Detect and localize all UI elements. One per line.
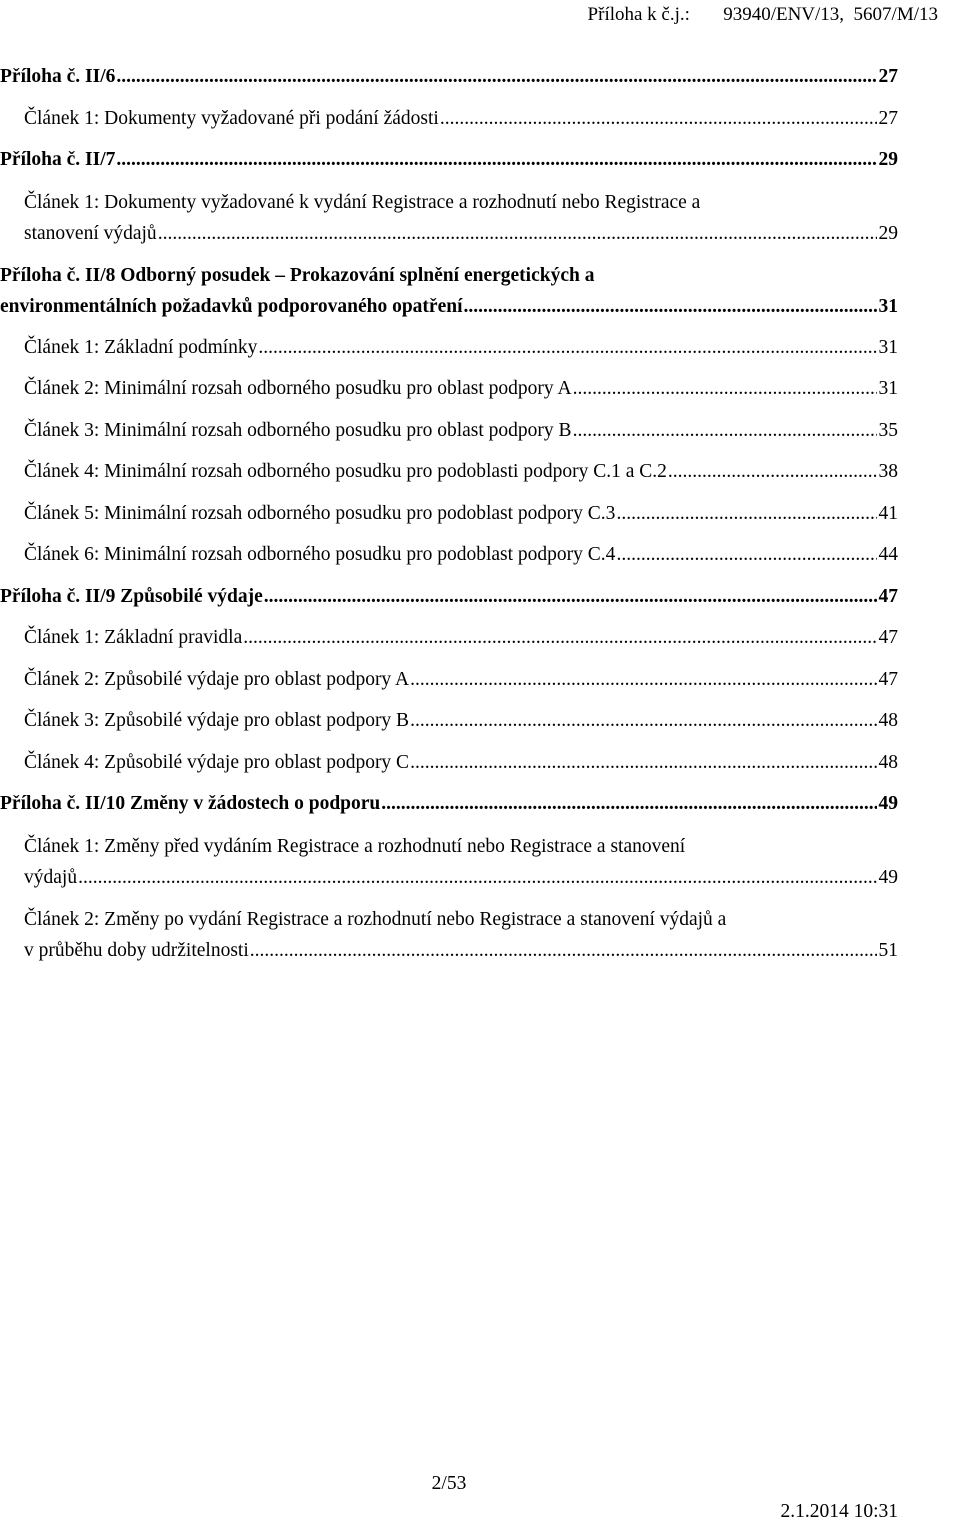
toc-article-entry[interactable] xyxy=(0,457,898,486)
toc-annex-entry[interactable] xyxy=(0,789,898,818)
toc-page-number: 47 xyxy=(878,627,898,648)
header-left: Příloha k č.j.: xyxy=(587,4,690,25)
toc-page-number: 41 xyxy=(878,502,898,524)
toc-page-number: 47 xyxy=(878,585,898,607)
dot-leader xyxy=(440,104,877,133)
dot-leader xyxy=(116,62,876,91)
toc-article-entry[interactable] xyxy=(0,374,898,403)
toc-entry-title: Článek 1: Základní podmínky xyxy=(24,336,258,358)
toc-page-number: 48 xyxy=(878,751,898,773)
toc-entry-title: environmentálních požadavků podporovaného opatření xyxy=(0,296,463,317)
toc-article-entry[interactable] xyxy=(0,904,898,967)
dot-leader xyxy=(616,499,876,528)
toc-article-entry[interactable] xyxy=(0,540,898,569)
toc-entry-title: Článek 4: Způsobilé výdaje pro oblast podpory C xyxy=(24,751,410,773)
toc-page-number: 49 xyxy=(878,867,898,888)
toc-entry-title: Článek 6: Minimální rozsah odborného posudku pro podoblast podpory C.4 xyxy=(24,544,616,565)
toc-page-number: 27 xyxy=(878,66,898,87)
toc-annex-entry[interactable] xyxy=(0,145,898,174)
toc-page-number: 47 xyxy=(878,668,898,690)
toc-page-number: 38 xyxy=(878,461,898,482)
header-right: 93940/ENV/13, 5607/M/13 xyxy=(723,4,938,25)
toc-entry-title: Článek 5: Minimální rozsah odborného posudku pro podoblast podpory C.3 xyxy=(24,502,616,524)
dot-leader xyxy=(258,333,876,362)
dot-leader xyxy=(410,665,876,694)
toc-page-number: 51 xyxy=(878,940,898,961)
toc-page-number: 29 xyxy=(878,149,898,170)
toc-entry-title: Článek 2: Minimální rozsah odborného posudku pro oblast podpory A xyxy=(24,378,572,399)
toc-entry-title: Příloha č. II/7 xyxy=(0,149,116,170)
toc-entry-title: Příloha č. II/10 Změny v žádostech o podporu xyxy=(0,793,381,814)
toc-annex-entry[interactable] xyxy=(0,582,898,611)
toc-entry-title: Článek 2: Způsobilé výdaje pro oblast podpory A xyxy=(24,668,410,690)
toc-page-number: 31 xyxy=(878,336,898,358)
toc-entry-title: Článek 3: Způsobilé výdaje pro oblast podpory B xyxy=(24,710,410,731)
toc-entry-title-line: Článek 1: Změny před vydáním Registrace a rozhodnutí nebo Registrace a stanovení xyxy=(24,835,686,857)
toc-page-number: 44 xyxy=(878,544,898,565)
document-header xyxy=(588,4,938,26)
toc-article-entry[interactable] xyxy=(0,623,898,652)
toc-article-entry[interactable] xyxy=(0,416,898,445)
dot-leader xyxy=(573,416,877,445)
toc-article-entry[interactable] xyxy=(0,831,898,894)
dot-leader xyxy=(381,789,876,818)
page-number: 2/53 xyxy=(431,1473,467,1494)
toc-page-number: 31 xyxy=(878,296,898,317)
dot-leader xyxy=(668,457,877,486)
toc-article-entry[interactable] xyxy=(0,333,898,362)
toc-page-number: 29 xyxy=(878,223,898,244)
dot-leader xyxy=(158,218,877,250)
toc-article-entry[interactable] xyxy=(0,499,898,528)
toc-entry-title-line: Příloha č. II/8 Odborný posudek – Prokazování splnění energetických a xyxy=(0,264,595,286)
dot-leader xyxy=(410,706,876,735)
dot-leader xyxy=(250,935,877,967)
dot-leader xyxy=(410,748,876,777)
dot-leader xyxy=(264,582,877,611)
print-date: 2.1.2014 10:31 xyxy=(780,1501,898,1522)
table-of-contents xyxy=(0,62,898,977)
toc-entry-title: Článek 1: Dokumenty vyžadované při podání žádosti xyxy=(24,107,439,129)
toc-entry-title: Příloha č. II/6 xyxy=(0,66,116,87)
toc-entry-title: Článek 3: Minimální rozsah odborného posudku pro oblast podpory B xyxy=(24,419,572,441)
toc-article-entry[interactable] xyxy=(0,665,898,694)
toc-entry-title-line: Článek 2: Změny po vydání Registrace a rozhodnutí nebo Registrace a stanovení výdajů a xyxy=(24,908,727,930)
toc-article-entry[interactable] xyxy=(0,104,898,133)
toc-entry-title: Příloha č. II/9 Způsobilé výdaje xyxy=(0,585,263,607)
toc-entry-title: Článek 1: Základní pravidla xyxy=(24,627,243,648)
toc-annex-entry[interactable] xyxy=(0,260,898,323)
toc-annex-entry[interactable] xyxy=(0,62,898,91)
dot-leader xyxy=(573,374,877,403)
dot-leader xyxy=(116,145,876,174)
toc-page-number: 35 xyxy=(878,419,898,441)
toc-entry-title: stanovení výdajů xyxy=(24,223,157,244)
toc-article-entry[interactable] xyxy=(0,706,898,735)
toc-entry-title: v průběhu doby udržitelnosti xyxy=(24,940,249,961)
toc-article-entry[interactable] xyxy=(0,748,898,777)
toc-article-entry[interactable] xyxy=(0,187,898,250)
toc-page-number: 49 xyxy=(878,793,898,814)
toc-page-number: 48 xyxy=(878,710,898,731)
toc-entry-title-line: Článek 1: Dokumenty vyžadované k vydání Registrace a rozhodnutí nebo Registrace a xyxy=(24,191,701,213)
toc-page-number: 27 xyxy=(878,107,898,129)
toc-page-number: 31 xyxy=(878,378,898,399)
dot-leader xyxy=(464,291,877,323)
toc-entry-title: výdajů xyxy=(24,867,78,888)
dot-leader xyxy=(78,862,876,894)
toc-entry-title: Článek 4: Minimální rozsah odborného posudku pro podoblasti podpory C.1 a C.2 xyxy=(24,461,667,482)
dot-leader xyxy=(616,540,876,569)
dot-leader xyxy=(243,623,876,652)
